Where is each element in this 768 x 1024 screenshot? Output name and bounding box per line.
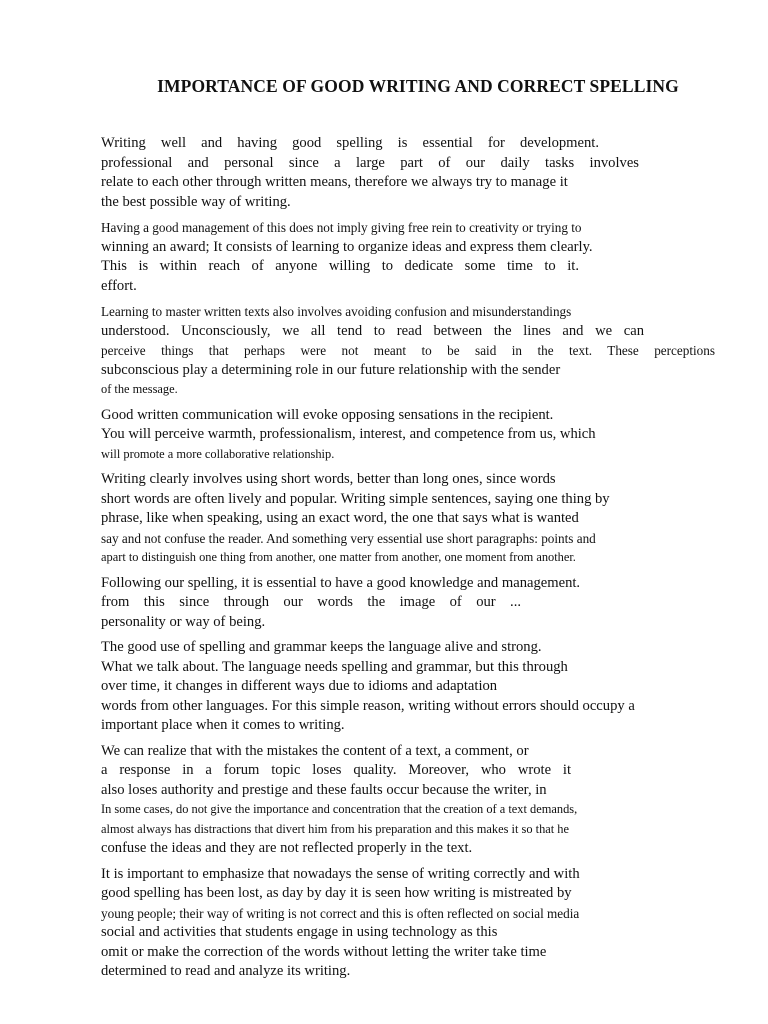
paragraph-7 [101,638,721,736]
paragraph-line: You will perceive warmth, professionalism, interest, and competence from us, which [101,426,596,442]
paragraph-line: effort. [101,277,137,294]
paragraph-line: the best possible way of writing. [101,193,291,210]
paragraph-line: This is within reach of anyone willing to dedicate some time to it. [101,258,579,274]
paragraph-line: a response in a forum topic loses quality. Moreover, who wrote it [101,762,571,778]
paragraph-2 [101,218,721,296]
paragraph-6 [101,574,721,633]
paragraph-line: understood. Unconsciously, we all tend to read between the lines and we can [101,322,644,339]
paragraph-line: young people; their way of writing is not correct and this is often reflected on social media [101,905,580,921]
paragraph-4 [101,406,721,465]
paragraph-line: perceive things that perhaps were not meant to be said in the text. These perceptions [101,343,715,358]
paragraph-line: omit or make the correction of the words without letting the writer take time [101,943,547,960]
paragraph-line: Following our spelling, it is essential to have a good knowledge and management. [101,574,581,591]
paragraph-line: confuse the ideas and they are not reflected properly in the text. [101,840,473,856]
paragraph-line: It is important to emphasize that nowadays the sense of writing correctly and with [101,865,580,882]
paragraph-line: also loses authority and prestige and these faults occur because the writer, in [101,781,547,798]
paragraph-line: almost always has distractions that divert him from his preparation and this makes it so that he [101,821,569,836]
paragraph-line: In some cases, do not give the importance and concentration that the creation of a text demands, [101,802,578,816]
paragraph-line: social and activities that students engage in using technology as this [101,924,498,940]
paragraph-line: determined to read and analyze its writing. [101,963,351,979]
paragraph-line: Writing well and having good spelling is essential for development. [101,135,599,151]
paragraph-line: of the message. [101,382,178,396]
paragraph-line: professional and personal since a large part of our daily tasks involves [101,154,639,171]
paragraph-line: phrase, like when speaking, using an exact word, the one that says what is wanted [101,510,579,526]
paragraph-line: from this since through our words the image of our ... [101,594,521,610]
paragraph-line: short words are often lively and popular. Writing simple sentences, saying one thing by [101,490,610,507]
paragraph-line: over time, it changes in different ways due to idioms and adaptation [101,678,498,694]
paragraph-line: words from other languages. For this simple reason, writing without errors should occupy a [101,697,635,714]
paragraph-line: will promote a more collaborative relationship. [101,446,335,461]
paragraph-line: personality or way of being. [101,613,266,630]
paragraph-line: Writing clearly involves using short words, better than long ones, since words [101,471,556,487]
paragraph-3 [101,302,721,400]
paragraph-8 [101,742,721,859]
paragraph-line: apart to distinguish one thing from another, one matter from another, one moment from another. [101,550,576,564]
paragraph-line: Learning to master written texts also involves avoiding confusion and misunderstandings [101,304,572,319]
paragraph-5 [101,470,721,568]
paragraph-line: say and not confuse the reader. And something very essential use short paragraphs: points and [101,530,596,546]
paragraph-line: subconscious play a determining role in our future relationship with the sender [101,361,561,378]
document-body [101,134,721,988]
paragraph-line: winning an award; It consists of learning to organize ideas and express them clearly. [101,238,593,255]
paragraph-line: We can realize that with the mistakes the content of a text, a comment, or [101,742,529,759]
paragraph-line: Having a good management of this does not imply giving free rein to creativity or trying to [101,220,582,235]
paragraph-9 [101,865,721,982]
paragraph-line: Good written communication will evoke opposing sensations in the recipient. [101,406,554,423]
paragraph-line: What we talk about. The language needs spelling and grammar, but this through [101,658,568,675]
paragraph-1 [101,134,721,212]
paragraph-line: good spelling has been lost, as day by day it is seen how writing is mistreated by [101,885,572,901]
document-title: IMPORTANCE OF GOOD WRITING AND CORRECT SPELLING [157,76,679,96]
paragraph-line: important place when it comes to writing. [101,717,345,733]
paragraph-line: The good use of spelling and grammar keeps the language alive and strong. [101,639,542,655]
paragraph-line: relate to each other through written means, therefore we always try to manage it [101,174,568,190]
